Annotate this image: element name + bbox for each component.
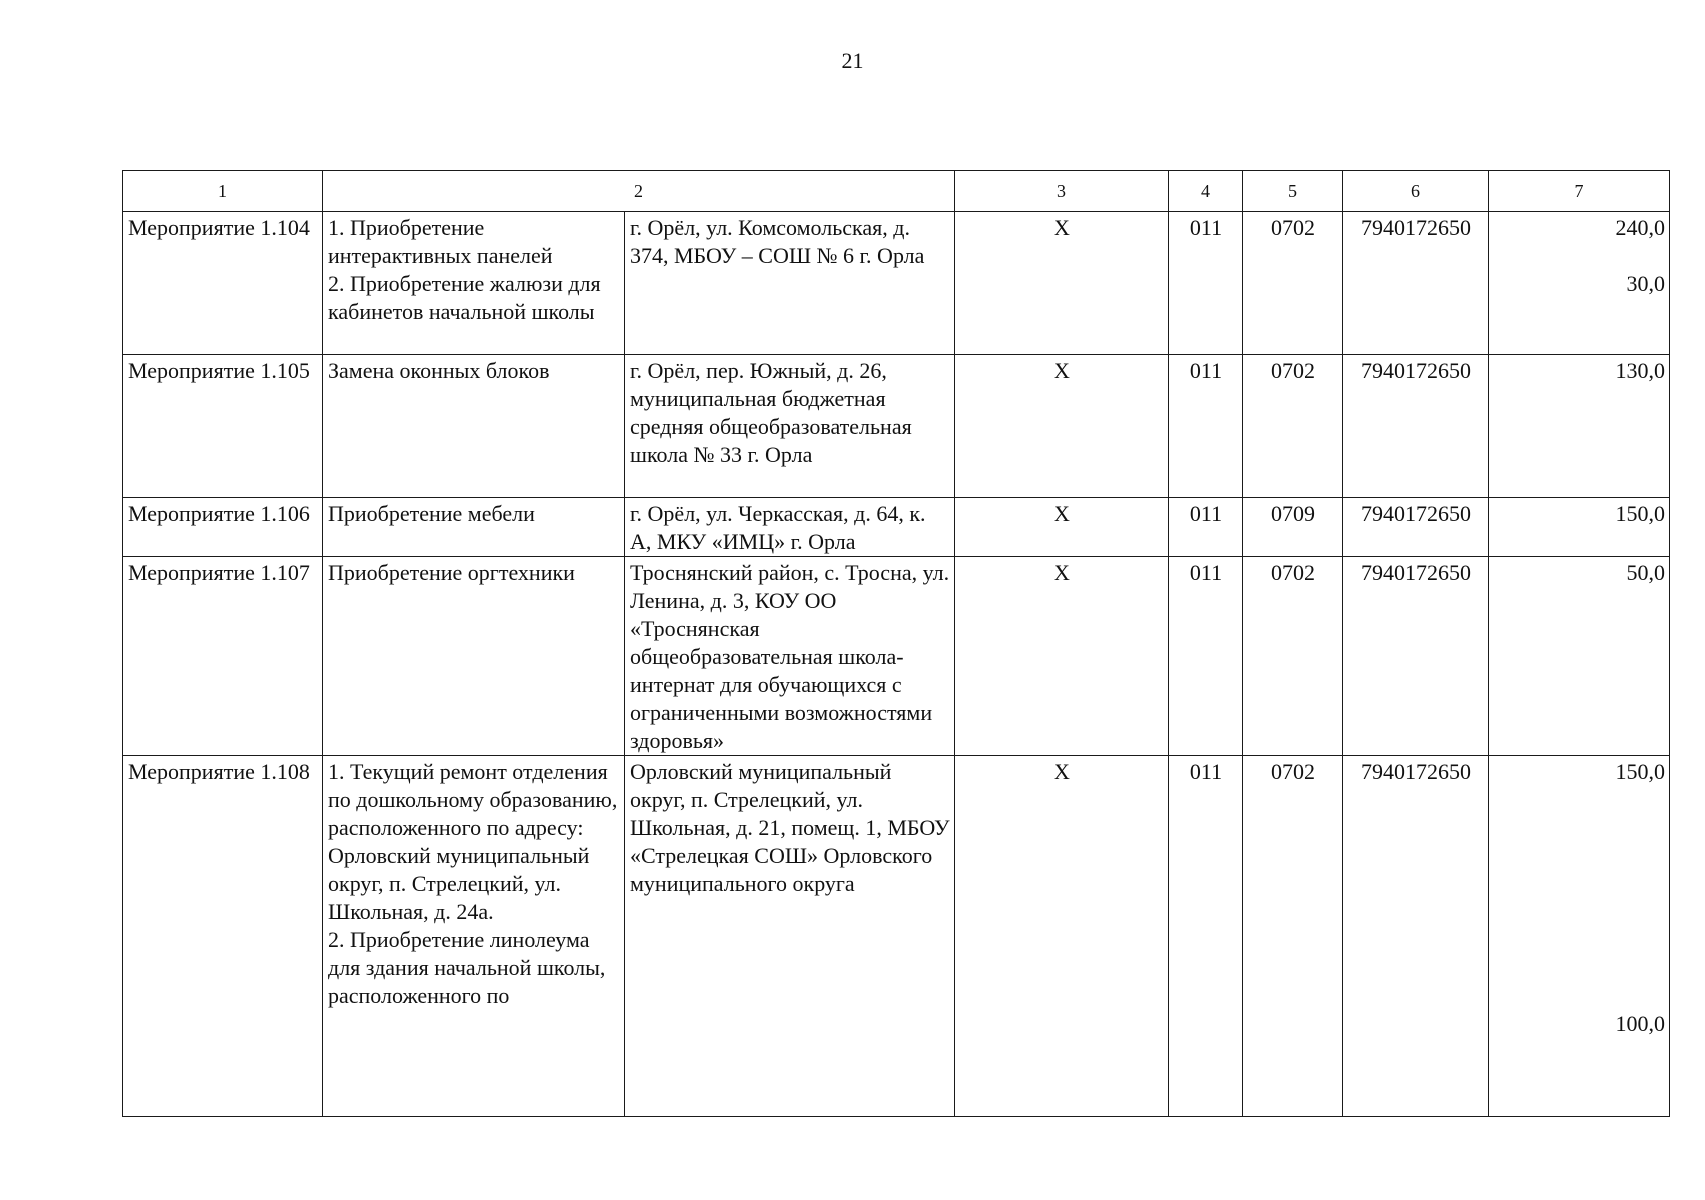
table-row (123, 756, 1670, 1117)
work-description (323, 212, 625, 355)
amount-cell (1489, 212, 1670, 355)
header-col-2: 2 (323, 171, 955, 212)
col-3-value: X (955, 355, 1169, 498)
event-name: Мероприятие 1.106 (123, 498, 323, 557)
amount-1: 240,0 (1615, 215, 1665, 240)
event-name: Мероприятие 1.105 (123, 355, 323, 498)
event-name: Мероприятие 1.104 (123, 212, 323, 355)
col-6-value: 7940172650 (1343, 557, 1489, 756)
col-6-value: 7940172650 (1343, 212, 1489, 355)
col-5-value: 0702 (1243, 212, 1343, 355)
col-4-value: 011 (1169, 498, 1243, 557)
col-6-value: 7940172650 (1343, 355, 1489, 498)
amount-2: 30,0 (1626, 271, 1665, 296)
col-5-value: 0702 (1243, 355, 1343, 498)
address: г. Орёл, ул. Черкасская, д. 64, к. А, МКУ «ИМЦ» г. Орла (625, 498, 955, 557)
col-6-value: 7940172650 (1343, 756, 1489, 1117)
header-row (123, 171, 1670, 212)
amount-cell (1489, 355, 1670, 498)
col-6-value: 7940172650 (1343, 498, 1489, 557)
event-name: Мероприятие 1.107 (123, 557, 323, 756)
work-line-1: 1. Текущий ремонт отделения по дошкольному образованию, расположенного по адресу: Орловский муниципальный округ, п. Стрелецкий, ул. Школьная, д. 24а. (328, 759, 618, 924)
page-number: 21 (841, 48, 864, 73)
col-5-value: 0702 (1243, 756, 1343, 1117)
header-col-4: 4 (1169, 171, 1243, 212)
col-5-value: 0709 (1243, 498, 1343, 557)
work-line-2: 2. Приобретение жалюзи для кабинетов начальной школы (328, 271, 601, 324)
col-3-value: X (955, 756, 1169, 1117)
work-description: Приобретение оргтехники (323, 557, 625, 756)
table-row (123, 212, 1670, 355)
amount-cell (1489, 498, 1670, 557)
work-line-1: 1. Приобретение интерактивных панелей (328, 215, 553, 268)
col-5-value: 0702 (1243, 557, 1343, 756)
amount-1: 150,0 (1615, 759, 1665, 784)
work-description: Приобретение мебели (323, 498, 625, 557)
table-row (123, 498, 1670, 557)
address: г. Орёл, пер. Южный, д. 26, муниципальная бюджетная средняя общеобразовательная школа № 33 г. Орла (625, 355, 955, 498)
amount-cell (1489, 756, 1670, 1117)
col-4-value: 011 (1169, 355, 1243, 498)
col-4-value: 011 (1169, 756, 1243, 1117)
col-3-value: X (955, 498, 1169, 557)
table-row (123, 557, 1670, 756)
events-table (122, 170, 1670, 1117)
header-col-1: 1 (123, 171, 323, 212)
amount-cell (1489, 557, 1670, 756)
header-col-5: 5 (1243, 171, 1343, 212)
amount-1: 50,0 (1626, 560, 1665, 585)
address: Троснянский район, с. Тросна, ул. Ленина, д. 3, КОУ ОО «Троснянская общеобразовательная школа-интернат для обучающихся с ограниченными возможностями здоровья» (625, 557, 955, 756)
table-row (123, 355, 1670, 498)
event-name: Мероприятие 1.108 (123, 756, 323, 1117)
work-line-2: 2. Приобретение линолеума для здания начальной школы, расположенного по (328, 927, 606, 1008)
amount-1: 130,0 (1615, 358, 1665, 383)
col-4-value: 011 (1169, 557, 1243, 756)
work-description (323, 756, 625, 1117)
header-col-7: 7 (1489, 171, 1670, 212)
col-3-value: X (955, 557, 1169, 756)
col-3-value: X (955, 212, 1169, 355)
header-col-3: 3 (955, 171, 1169, 212)
address: г. Орёл, ул. Комсомольская, д. 374, МБОУ – СОШ № 6 г. Орла (625, 212, 955, 355)
header-col-6: 6 (1343, 171, 1489, 212)
amount-2: 100,0 (1615, 1011, 1665, 1036)
col-4-value: 011 (1169, 212, 1243, 355)
address: Орловский муниципальный округ, п. Стрелецкий, ул. Школьная, д. 21, помещ. 1, МБОУ «Стрелецкая СОШ» Орловского муниципального округа (625, 756, 955, 1117)
amount-1: 150,0 (1615, 501, 1665, 526)
work-description: Замена оконных блоков (323, 355, 625, 498)
